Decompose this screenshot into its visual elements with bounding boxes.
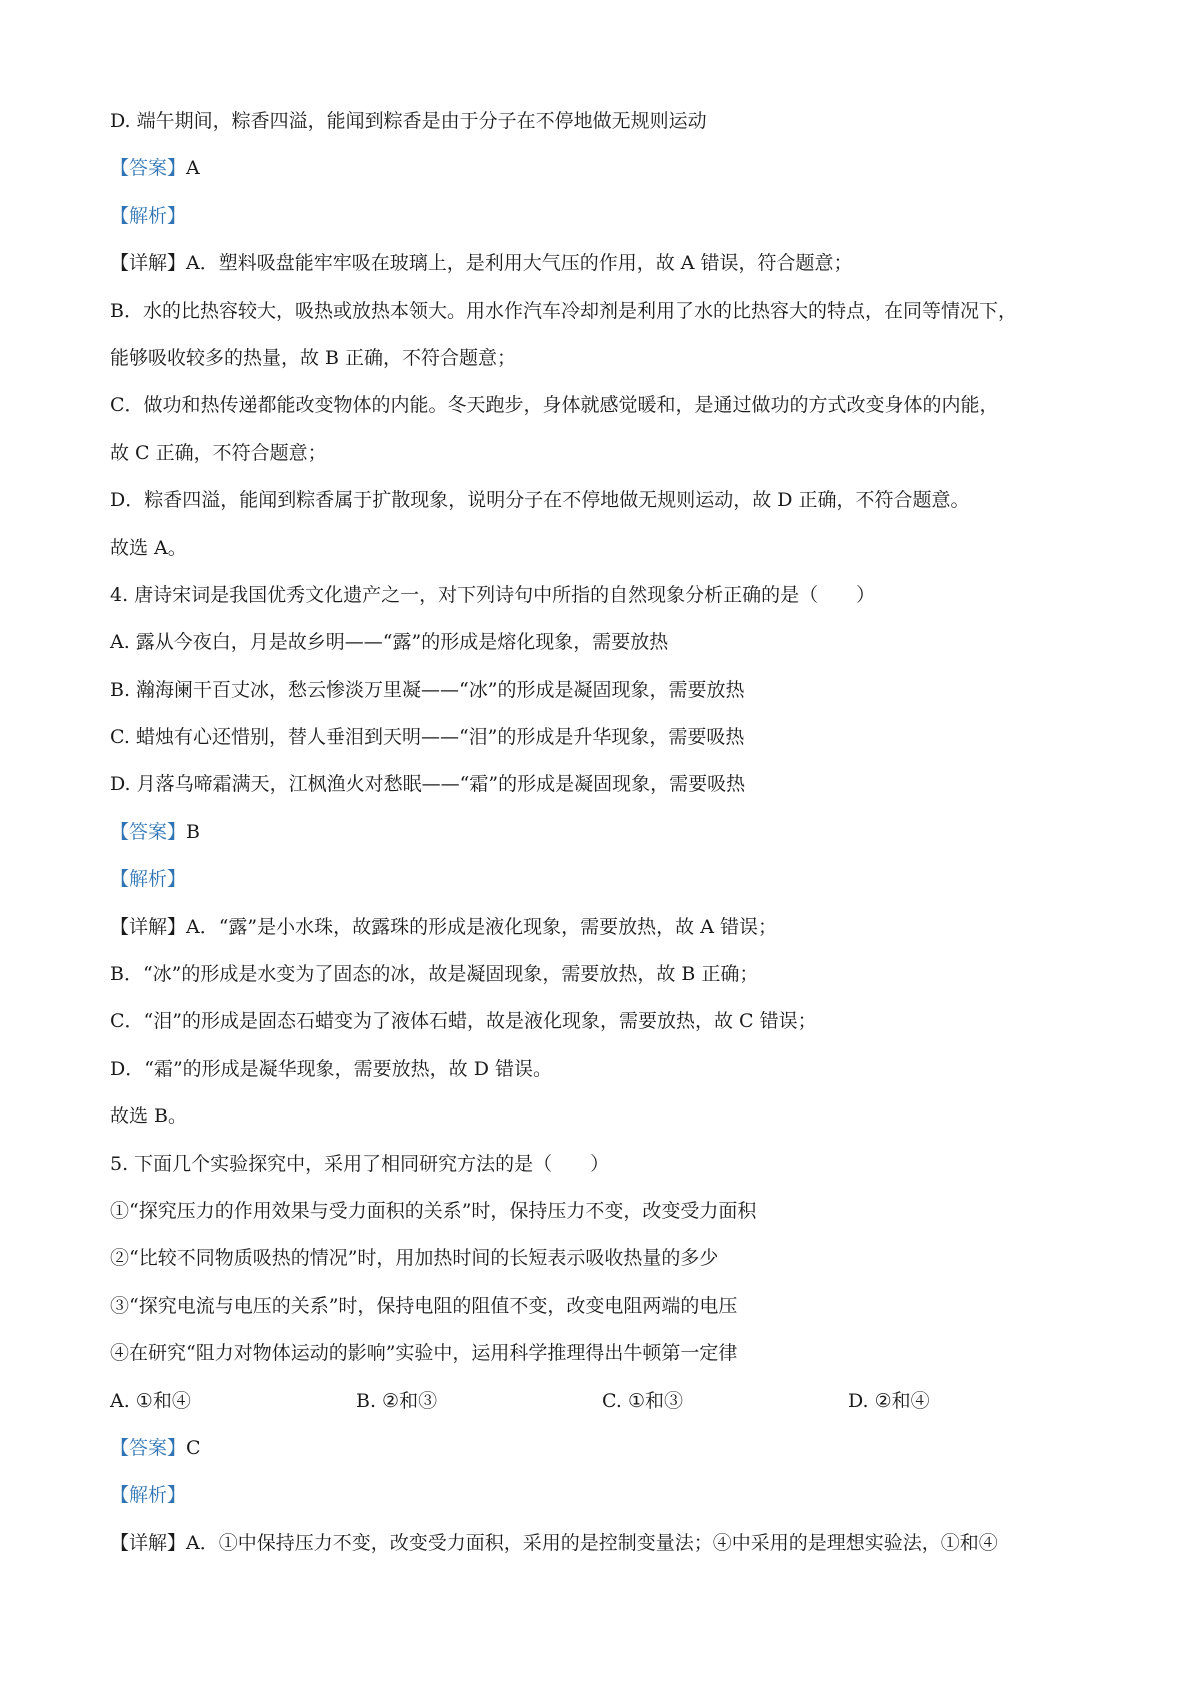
q5-detail-line: 【详解】A．①中保持压力不变，改变受力面积，采用的是控制变量法；④中采用的是理想实验法，①和④ <box>110 1531 998 1554</box>
q4-detail-line: 【详解】A．“露”是小水珠，故露珠的形成是液化现象，需要放热，故 A 错误； <box>110 915 777 938</box>
q4-option-a: A. 露从今夜白，月是故乡明——“露”的形成是熔化现象，需要放热 <box>110 631 669 654</box>
q4-conclusion: 故选 B。 <box>110 1105 188 1128</box>
q4-option-c: C. 蜡烛有心还惜别，替人垂泪到天明——“泪”的形成是升华现象，需要吸热 <box>110 726 745 749</box>
q5-item-2: ②“比较不同物质吸热的情况”时，用加热时间的长短表示吸收热量的多少 <box>110 1247 719 1270</box>
document-page <box>110 98 1100 1567</box>
q5-choice-b: B. ②和③ <box>356 1389 438 1412</box>
q3-answer <box>110 145 1100 192</box>
q4-detail-line: C．“泪”的形成是固态石蜡变为了液体石蜡，故是液化现象，需要放热，故 C 错误； <box>110 1010 817 1033</box>
q3-detail-line: B．水的比热容较大，吸热或放热本领大。用水作汽车冷却剂是利用了水的比热容大的特点，在同等情况下， <box>110 299 1017 322</box>
q5-item-3: ③“探究电流与电压的关系”时，保持电阻的阻值不变，改变电阻两端的电压 <box>110 1294 738 1317</box>
q4-stem: 4. 唐诗宋词是我国优秀文化遗产之一，对下列诗句中所指的自然现象分析正确的是（ ） <box>110 583 876 606</box>
q3-detail-line: 【详解】A．塑料吸盘能牢牢吸在玻璃上，是利用大气压的作用，故 A 错误，符合题意； <box>110 252 853 275</box>
q5-answer <box>110 1425 1100 1472</box>
q5-choices <box>110 1378 1100 1425</box>
q4-option-b: B. 瀚海阑干百丈冰，愁云惨淡万里凝——“冰”的形成是凝固现象，需要放热 <box>110 678 745 701</box>
q5-item-1: ①“探究压力的作用效果与受力面积的关系”时，保持压力不变，改变受力面积 <box>110 1199 757 1222</box>
q4-option-d: D. 月落乌啼霜满天，江枫渔火对愁眠——“霜”的形成是凝固现象，需要吸热 <box>110 773 746 796</box>
q3-detail-line: C．做功和热传递都能改变物体的内能。冬天跑步，身体就感觉暖和，是通过做功的方式改变身体的内能， <box>110 394 999 417</box>
q5-stem: 5. 下面几个实验探究中，采用了相同研究方法的是（ ） <box>110 1152 610 1175</box>
q4-detail-line: B．“冰”的形成是水变为了固态的冰，故是凝固现象，需要放热，故 B 正确； <box>110 963 759 986</box>
q4-answer <box>110 809 1100 856</box>
q5-choice-d: D. ②和④ <box>848 1389 930 1412</box>
q5-choice-c: C. ①和③ <box>602 1389 683 1412</box>
q3-detail-line: 故 C 正确，不符合题意； <box>110 441 327 464</box>
answer-value: B <box>186 820 200 843</box>
q4-analysis-tag: 【解析】 <box>110 868 187 891</box>
q3-detail-line: 能够吸收较多的热量，故 B 正确，不符合题意； <box>110 346 517 369</box>
answer-tag: 【答案】 <box>110 157 187 180</box>
q5-analysis-tag: 【解析】 <box>110 1484 187 1507</box>
q5-item-4: ④在研究“阻力对物体运动的影响”实验中，运用科学推理得出牛顿第一定律 <box>110 1342 738 1365</box>
answer-tag: 【答案】 <box>110 1436 187 1459</box>
answer-value: A <box>186 157 200 180</box>
answer-value: C <box>186 1436 201 1459</box>
answer-tag: 【答案】 <box>110 820 187 843</box>
q5-choice-a: A. ①和④ <box>110 1389 191 1412</box>
q3-option-d: D. 端午期间，粽香四溢，能闻到粽香是由于分子在不停地做无规则运动 <box>110 110 707 132</box>
q3-conclusion: 故选 A。 <box>110 536 187 559</box>
q3-analysis-tag: 【解析】 <box>110 204 187 227</box>
q3-detail-line: D．粽香四溢，能闻到粽香属于扩散现象，说明分子在不停地做无规则运动，故 D 正确，不符合题意。 <box>110 489 970 512</box>
q4-detail-line: D．“霜”的形成是凝华现象，需要放热，故 D 错误。 <box>110 1057 552 1080</box>
